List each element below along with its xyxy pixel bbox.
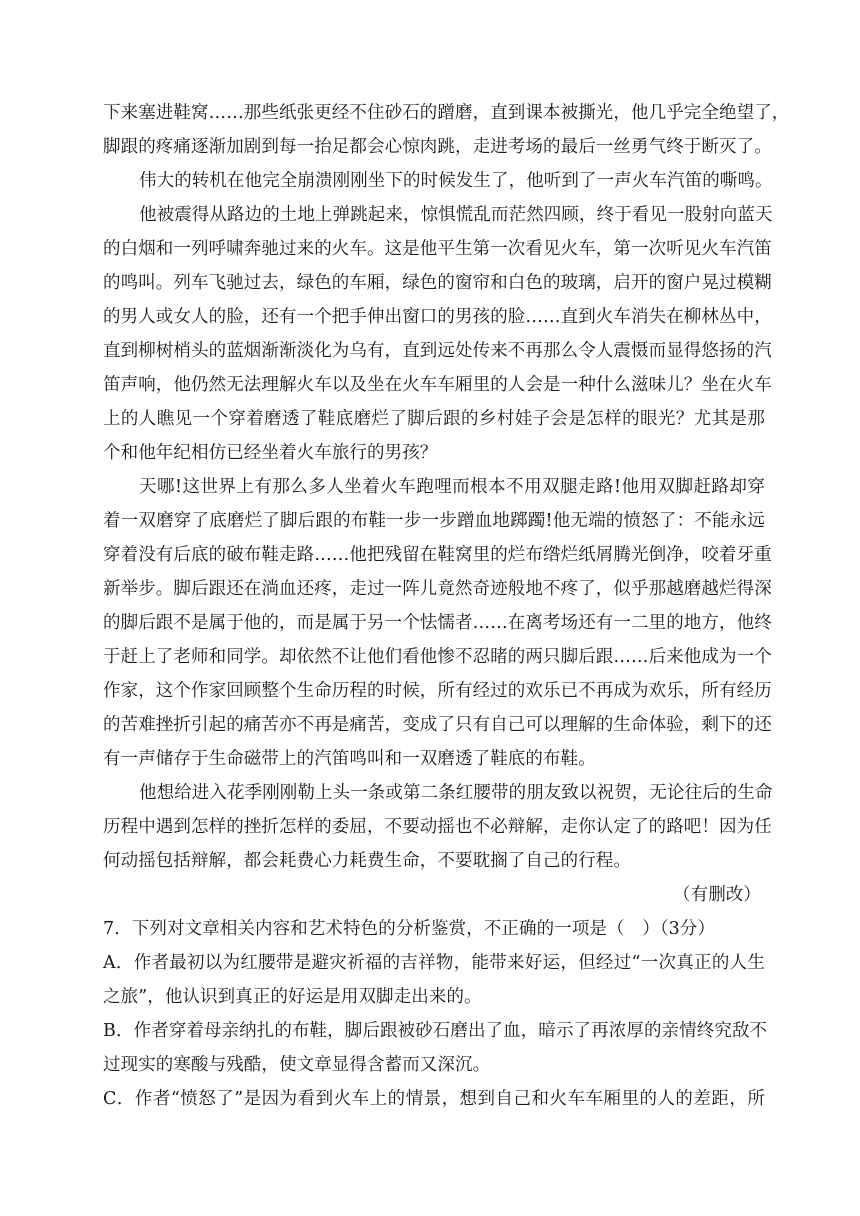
passage-line: 个和他年纪相仿已经坐着火车旅行的男孩？ [103,443,438,463]
passage-line: 穿着没有后底的破布鞋走路……他把残留在鞋窝里的烂布绺烂纸屑腾光倒净，咬着牙重 [103,545,772,565]
passage-line: 着一双磨穿了底磨烂了脚后跟的布鞋一步一步蹭血地踯躅!他无端的愤怒了：不能永远 [103,511,765,531]
option-a-line1: A．作者最初以为红腰带是避灾祈福的吉祥物，能带来好运，但经过“一次真正的人生 [103,953,765,973]
passage-line: 何动摇包括辩解，都会耗费心力耗费生命，不要耽搁了自己的行程。 [103,851,631,871]
passage-line: 的苦难挫折引起的痛苦亦不再是痛苦，变成了只有自己可以理解的生命体验，剩下的还 [103,715,772,735]
passage-line: 伟大的转机在他完全崩溃刚刚坐下的时候发生了，他听到了一声火车汽笛的嘶鸣。 [139,171,773,191]
passage-line: 历程中遇到怎样的挫折怎样的委屈，不要动摇也不必辩解，走你认定了的路吧！因为任 [103,817,772,837]
source-note: （有删改） [673,885,761,905]
passage-line: 有一声储存于生命磁带上的汽笛鸣叫和一双磨透了鞋底的布鞋。 [103,749,596,769]
option-b-line2: 过现实的寒酸与残酷，使文章显得含蓄而又深沉。 [103,1055,491,1075]
passage-line: 作家，这个作家回顾整个生命历程的时候，所有经过的欢乐已不再成为欢乐，所有经历 [103,681,772,701]
option-c-line1: C．作者“愤怒了”是因为看到火车上的情景，想到自己和火车车厢里的人的差距，所 [103,1089,765,1109]
passage-line: 脚跟的疼痛逐渐加剧到每一抬足都会心惊肉跳，走进考场的最后一丝勇气终于断灭了。 [103,137,772,157]
passage-line: 下来塞进鞋窝……那些纸张更经不住砂石的蹭磨，直到课本被撕光，他几乎完全绝望了， [103,103,790,123]
option-b-line1: B．作者穿着母亲纳扎的布鞋，脚后跟被砂石磨出了血，暗示了再浓厚的亲情终究敌不 [103,1021,768,1041]
passage-line: 新举步。脚后跟还在淌血还疼，走过一阵儿竟然奇迹般地不疼了，似乎那越磨越烂得深 [103,579,772,599]
passage-line: 直到柳树梢头的蓝烟渐渐淡化为乌有，直到远处传来不再那么令人震慑而显得悠扬的汽 [103,341,772,361]
option-a-line2: 之旅”，他认识到真正的好运是用双脚走出来的。 [103,987,482,1007]
question-stem: 7．下列对文章相关内容和艺术特色的分析鉴赏，不正确的一项是（ ）（3分） [103,919,716,939]
passage-line: 于赶上了老师和同学。却依然不让他们看他惨不忍睹的两只脚后跟……后来他成为一个 [103,647,772,667]
passage-line: 他被震得从路边的土地上弹跳起来，惊惧慌乱而茫然四顾，终于看见一股射向蓝天 [139,205,773,225]
passage-line: 的鸣叫。列车飞驰过去，绿色的车厢，绿色的窗帘和白色的玻璃，启开的窗户晃过模糊 [103,273,772,293]
passage-line: 的男人或女人的脸，还有一个把手伸出窗口的男孩的脸……直到火车消失在柳林丛中， [103,307,772,327]
passage-line: 的脚后跟不是属于他的，而是属于另一个怯懦者……在离考场还有一二里的地方，他终 [103,613,772,633]
passage-line: 他想给进入花季刚刚勒上头一条或第二条红腰带的朋友致以祝贺，无论往后的生命 [139,783,773,803]
passage-line: 的白烟和一列呼啸奔驰过来的火车。这是他平生第一次看见火车，第一次听见火车汽笛 [103,239,772,259]
passage-line: 上的人瞧见一个穿着磨透了鞋底磨烂了脚后跟的乡村娃子会是怎样的眼光？尤其是那 [103,409,765,429]
passage-line: 天哪!这世界上有那么多人坐着火车跑哩而根本不用双腿走路!他用双脚赶路却穿 [139,477,765,497]
passage-line: 笛声响，他仍然无法理解火车以及坐在火车车厢里的人会是一种什么滋味儿？坐在火车 [103,375,772,395]
document-page [103,96,790,1116]
